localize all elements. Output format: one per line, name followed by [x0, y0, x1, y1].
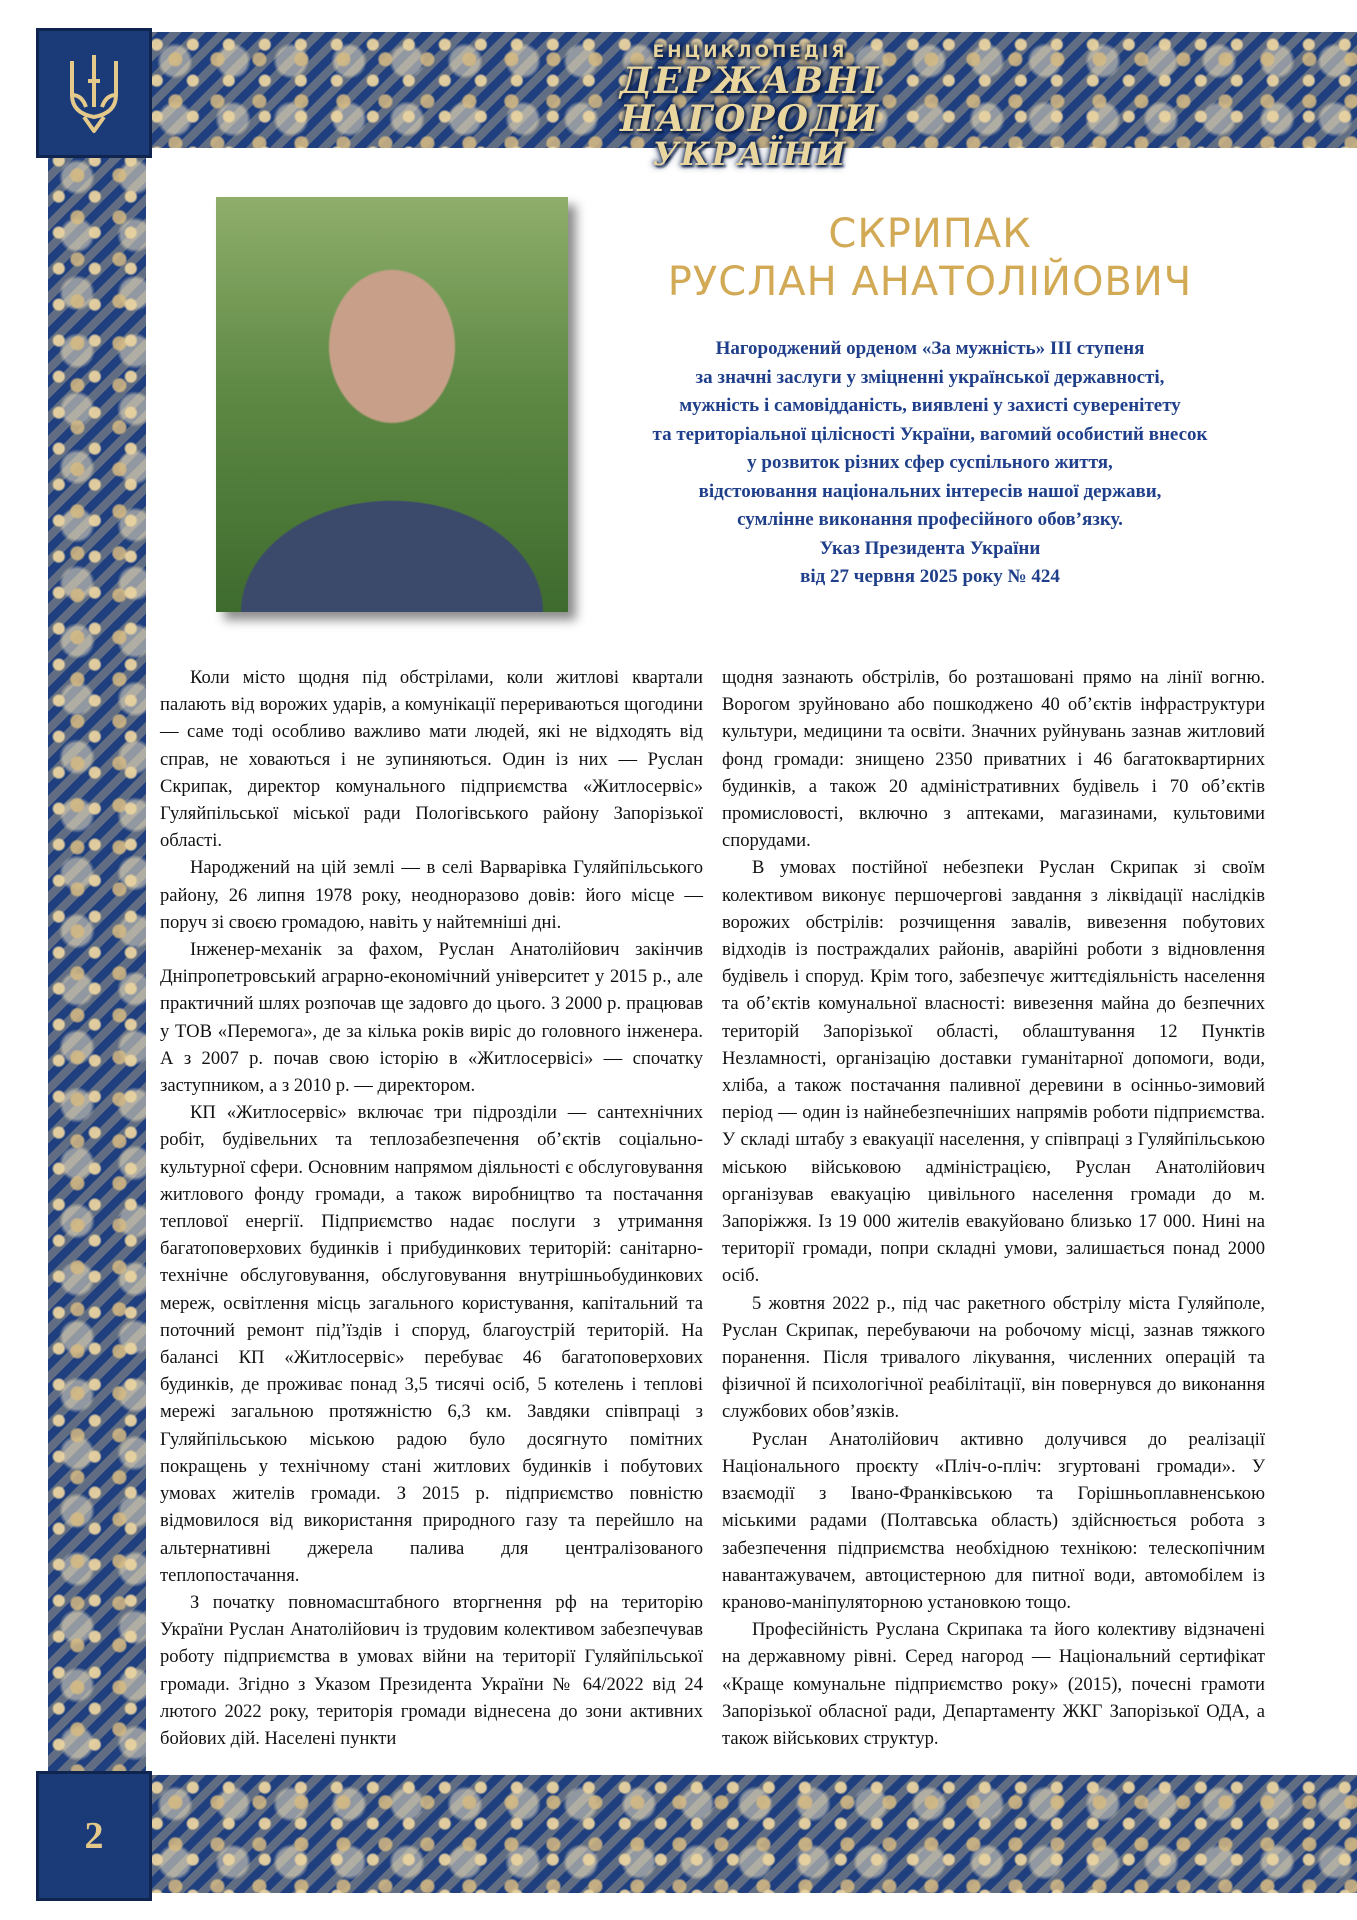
title-line-1: ДЕРЖАВНІ НАГОРОДИ — [619, 60, 881, 140]
article-paragraph: Професійність Руслана Скрипака та його колективу відзначені на державному рівні. Серед нагород — Національний сертифікат «Краще комунальне підприємство року» (2015), почесні грамоти Запорізької обласної ради, Департаменту ЖКГ Запорізької ОДА, а також військових структур. — [722, 1619, 1265, 1749]
article-paragraph: В умовах постійної небезпеки Руслан Скрипак зі своїм колективом виконує першочергові завдання з ліквідації наслідків ворожих обстрілів: розчищення завалів, вивезення побутових відходів із постраждалих районів, аварійні роботи з відновлення будівель і споруд. Крім того, забезпечує життєдіяльність населення та об’єктів комунальної власності: вивезення майна до безпечних територій Запорізької області, облаштування 12 Пунктів Незламності, організацію доставки гуманітарної допомоги, води, хліба, а також постачання паливної деревини в осінньо-зимовий період — один із найнебезпечніших напрямів роботи підприємства. У складі штабу з евакуації населення, у співпраці з Гуляйпільською міською військовою адміністрацією, Руслан Анатолійович організував евакуацію цивільного населення громади до м. Запоріжжя. Із 19 000 жителів евакуйовано близько 17 000. Нині на території громади, попри складні умови, залишається понад 2000 осіб. — [722, 857, 1265, 1287]
title-line-2: УКРАЇНИ — [652, 135, 848, 173]
award-line: у розвиток різних сфер суспільного життя, — [747, 452, 1113, 473]
award-line: Нагороджений орденом «За мужність» ІІІ ступеня — [715, 338, 1145, 359]
left-ornament-band — [48, 148, 146, 1771]
article-column-left — [160, 664, 703, 1752]
article-paragraph: КП «Житлосервіс» включає три підрозділи — сантехнічних робіт, будівельних та теплозабезпечення об’єктів соціально-культурної сфери. Основним напрямом діяльності є обслуговування житлового фонду громади, а також виробництво та постачання теплової енергії. Підприємство надає послуги з утримання багатоповерхових будинків і прибудинкових територій: санітарно-технічне обслуговування, обслуговування внутрішньобудинкових мереж, освітлення місць загального користування, капітальний та поточний ремонт під’їздів і споруд, благоустрій територій. На балансі КП «Житлосервіс» перебуває 46 багатоповерхових будинків, де проживає понад 3,5 тисячі осіб, 5 котелень і теплові мережі загальною протяжністю 6,3 км. Завдяки співпраці з Гуляйпільською міською радою було досягнуто помітних покращень у технічному стані житлових будинків і побутових умовах жителів громади. З 2015 р. підприємство повністю відмовилося від використання природного газу та перейшло на альтернативні джерела палива для централізованого теплопостачання. — [160, 1102, 703, 1586]
award-line: мужність і самовідданість, виявлені у захисті суверенітету — [679, 395, 1181, 416]
person-given-names: РУСЛАН АНАТОЛІЙОВИЧ — [667, 259, 1193, 305]
portrait-photo — [216, 197, 568, 612]
article-column-right — [722, 664, 1265, 1752]
article-paragraph: Руслан Анатолійович активно долучився до реалізації Національного проєкту «Пліч-о-пліч: згуртовані громади». У взаємодії з Івано-Франківською та Горішньоплавненською міськими радами (Полтавська область) здійснюється робота з забезпечення підприємства необхідною технікою: телескопічним навантажувачем, автоцистерною для питної води, автомобілем із краново-маніпуляторною установкою тощо. — [722, 1428, 1265, 1613]
trident-emblem-box — [36, 28, 152, 158]
article-paragraph: Коли місто щодня під обстрілами, коли житлові квартали палають від ворожих ударів, а комунікації перериваються щогодини — саме тоді особливо важливо мати людей, які не відходять від справ, не ховаються і не зупиняються. Один із них — Руслан Скрипак, директор комунального підприємства «Житлосервіс» Гуляйпільської міської ради Пологівського району Запорізької області. — [160, 667, 703, 852]
award-description — [600, 335, 1260, 592]
article-paragraph: Інженер-механік за фахом, Руслан Анатолійович закінчив Дніпропетровський аграрно-економічний університет у 2015 р., але практичний шлях розпочав ще задовго до цього. З 2000 р. працював у ТОВ «Перемога», де за кілька років виріс до головного інженера. А з 2007 р. почав свою історію в «Житлосервісі» — спочатку заступником, а з 2010 р. — директором. — [160, 939, 703, 1097]
award-line: відстоювання національних інтересів нашої держави, — [698, 480, 1162, 502]
trident-icon — [64, 51, 124, 135]
article-paragraph: Народжений на цій землі — в селі Варварівка Гуляйпільського району, 26 липня 1978 року, неодноразово довів: його місце — поруч зі своєю громадою, навіть у найтемніші дні. — [160, 857, 703, 933]
article-paragraph: З початку повномасштабного вторгнення рф на територію України Руслан Анатолійович із трудовим колективом забезпечував роботу підприємства в умовах війни на території Гуляйпільської громади. Згідно з Указом Президента України № 64/2022 від 24 лютого 2022 року, територія громади віднесена до зони активних бойових дій. Населені пункти — [160, 1591, 703, 1749]
decree-date: від 27 червня 2025 року № 424 — [800, 566, 1060, 587]
award-line: та територіальної цілісності України, вагомий особистий внесок — [652, 423, 1208, 445]
article-paragraph-continued: щодня зазнають обстрілів, бо розташовані прямо на лінії вогню. Ворогом зруйновано або пошкоджено 40 об’єктів інфраструктури культури, медицини та освіти. Значних руйнувань зазнав житловий фонд громади: знищено 2350 приватних і 46 багатоквартирних будинків, а також 20 адміністративних будівель і 70 об’єктів промисловості, включно з аптеками, магазинами, культовими спорудами. — [722, 667, 1265, 852]
footer-ornament-band — [146, 1775, 1357, 1893]
page-number: 2 — [36, 1771, 152, 1901]
encyclopedia-label: ЕНЦИКЛОПЕДІЯ — [652, 42, 848, 62]
decree-title: Указ Президента України — [819, 537, 1041, 559]
award-line: сумлінне виконання професійного обов’язку. — [737, 509, 1123, 530]
person-surname: СКРИПАК — [828, 211, 1032, 257]
person-name — [640, 210, 1220, 306]
encyclopedia-title — [520, 40, 980, 173]
article-paragraph: 5 жовтня 2022 р., під час ракетного обстрілу міста Гуляйполе, Руслан Скрипак, перебуваючи на робочому місці, зазнав тяжкого поранення. Після тривалого лікування, численних операцій та фізичної й психологічної реабілітації, він повернувся до виконання службових обов’язків. — [722, 1292, 1265, 1423]
award-line: за значні заслуги у зміцненні української державності, — [695, 366, 1165, 388]
